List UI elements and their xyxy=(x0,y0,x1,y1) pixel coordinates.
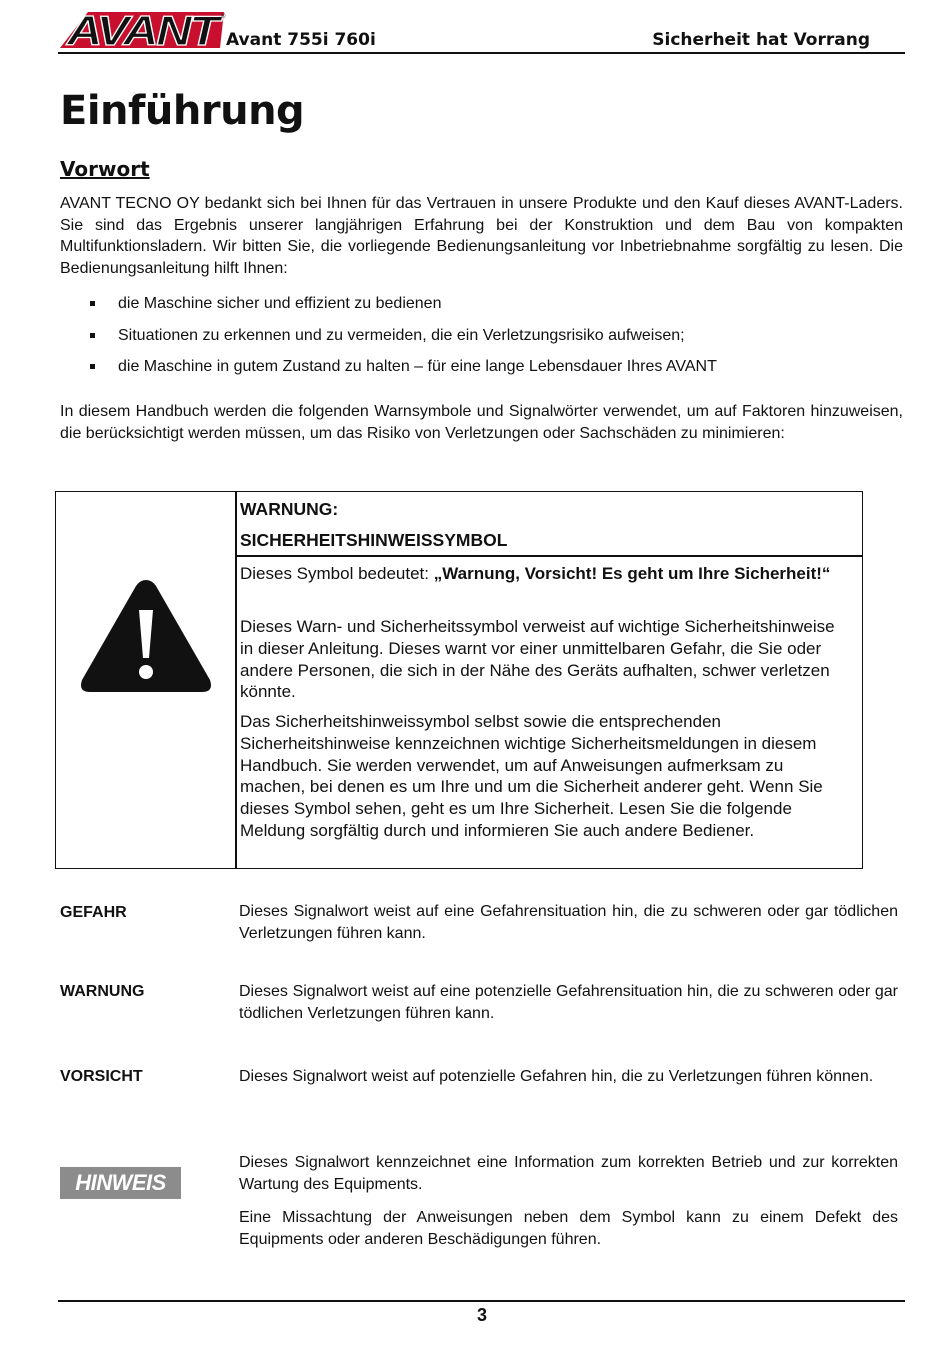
signal-word-text: Dieses Signalwort weist auf eine Gefahrensituation hin, die zu schweren oder gar tödlichen Verletzungen führen kann. xyxy=(239,903,898,942)
document-title: Avant 755i 760i xyxy=(226,30,376,50)
avant-logo xyxy=(58,8,226,50)
bullet-text: Situationen zu erkennen und zu vermeiden, die ein Verletzungsrisiko aufweisen; xyxy=(118,327,685,344)
warning-box xyxy=(55,491,863,869)
logo-text: AVANT xyxy=(65,8,224,50)
hinweis-text: Dieses Signalwort kennzeichnet eine Information zum korrekten Betrieb und zur korrekten Wartung des Equipments. xyxy=(239,1154,898,1193)
signal-word-text: Dieses Signalwort weist auf eine potenzielle Gefahrensituation hin, die zu schweren oder gar tödlichen Verletzungen führen kann. xyxy=(239,983,898,1022)
warning-meaning-prefix: Dieses Symbol bedeutet: xyxy=(240,564,434,583)
hinweis-text: Eine Missachtung der Anweisungen neben dem Symbol kann zu einem Defekt des Equipments oder anderen Beschädigungen führen. xyxy=(239,1209,898,1248)
signal-word-label: VORSICHT xyxy=(60,1068,143,1085)
bullet-marker xyxy=(90,364,95,369)
warning-triangle-icon xyxy=(78,576,214,696)
section-title: Sicherheit hat Vorrang xyxy=(652,30,870,50)
page-title: Einführung xyxy=(60,88,305,134)
signal-word-text: Dieses Signalwort weist auf potenzielle Gefahren hin, die zu Verletzungen führen können. xyxy=(239,1068,874,1085)
signal-word-label: GEFAHR xyxy=(60,904,127,921)
svg-text:®: ® xyxy=(221,14,226,20)
warning-heading: WARNUNG: xyxy=(240,499,339,519)
signal-word-label: WARNUNG xyxy=(60,983,145,1000)
page-number: 3 xyxy=(476,1305,487,1325)
table-divider xyxy=(235,492,237,868)
footer-divider xyxy=(58,1300,905,1302)
hinweis-badge xyxy=(60,1167,181,1199)
table-divider xyxy=(235,555,862,557)
section-heading: Vorwort xyxy=(60,157,150,181)
warning-meaning xyxy=(240,563,850,585)
bullet-marker xyxy=(90,333,95,338)
header-divider xyxy=(58,52,905,54)
bullet-text: die Maschine in gutem Zustand zu halten – für eine lange Lebensdauer Ihres AVANT xyxy=(118,358,717,375)
intro-paragraph: AVANT TECNO OY bedankt sich bei Ihnen für das Vertrauen in unsere Produkte und den Kauf dieses AVANT-Laders. Sie sind das Ergebnis unserer langjährigen Erfahrung bei der Konstruktion und dem Bau von kompakten Multifunktionsladern. Wir bitten Sie, die vorliegende Bedienungsanleitung vor Inbetriebnahme sorgfältig zu lesen. Die Bedienungsanleitung hilft Ihnen: xyxy=(60,195,903,277)
warning-paragraph: Das Sicherheitshinweissymbol selbst sowie die entsprechenden Sicherheitshinweise kennzeichnen wichtige Sicherheitsmeldungen in diesem Handbuch. Sie werden verwendet, um auf Anweisungen aufmerksam zu machen, bei denen es um Ihre und um die Sicherheit anderer geht. Wenn Sie dieses Symbol sehen, geht es um Ihre Sicherheit. Lesen Sie die folgende Meldung sorgfältig durch und informieren Sie auch andere Bediener. xyxy=(240,712,823,840)
hinweis-badge-text: HINWEIS xyxy=(75,1170,166,1195)
warning-paragraph: Dieses Warn- und Sicherheitssymbol verweist auf wichtige Sicherheitshinweise in dieser Anleitung. Dieses warnt vor einer unmittelbaren Gefahr, die Sie oder andere Personen, die sich in der Nähe des Geräts aufhalten, schwer verletzen könnte. xyxy=(240,617,835,702)
warning-subheading: SICHERHEITSHINWEISSYMBOL xyxy=(240,530,508,550)
symbols-intro-paragraph: In diesem Handbuch werden die folgenden Warnsymbole und Signalwörter verwendet, um auf Faktoren hinzuweisen, die berücksichtigt werden müssen, um das Risiko von Verletzungen oder Sachschäden zu minimieren: xyxy=(60,403,903,442)
bullet-marker xyxy=(90,301,95,306)
warning-meaning-bold: „Warnung, Vorsicht! Es geht um Ihre Sicherheit!“ xyxy=(433,564,831,583)
bullet-text: die Maschine sicher und effizient zu bedienen xyxy=(118,295,442,312)
